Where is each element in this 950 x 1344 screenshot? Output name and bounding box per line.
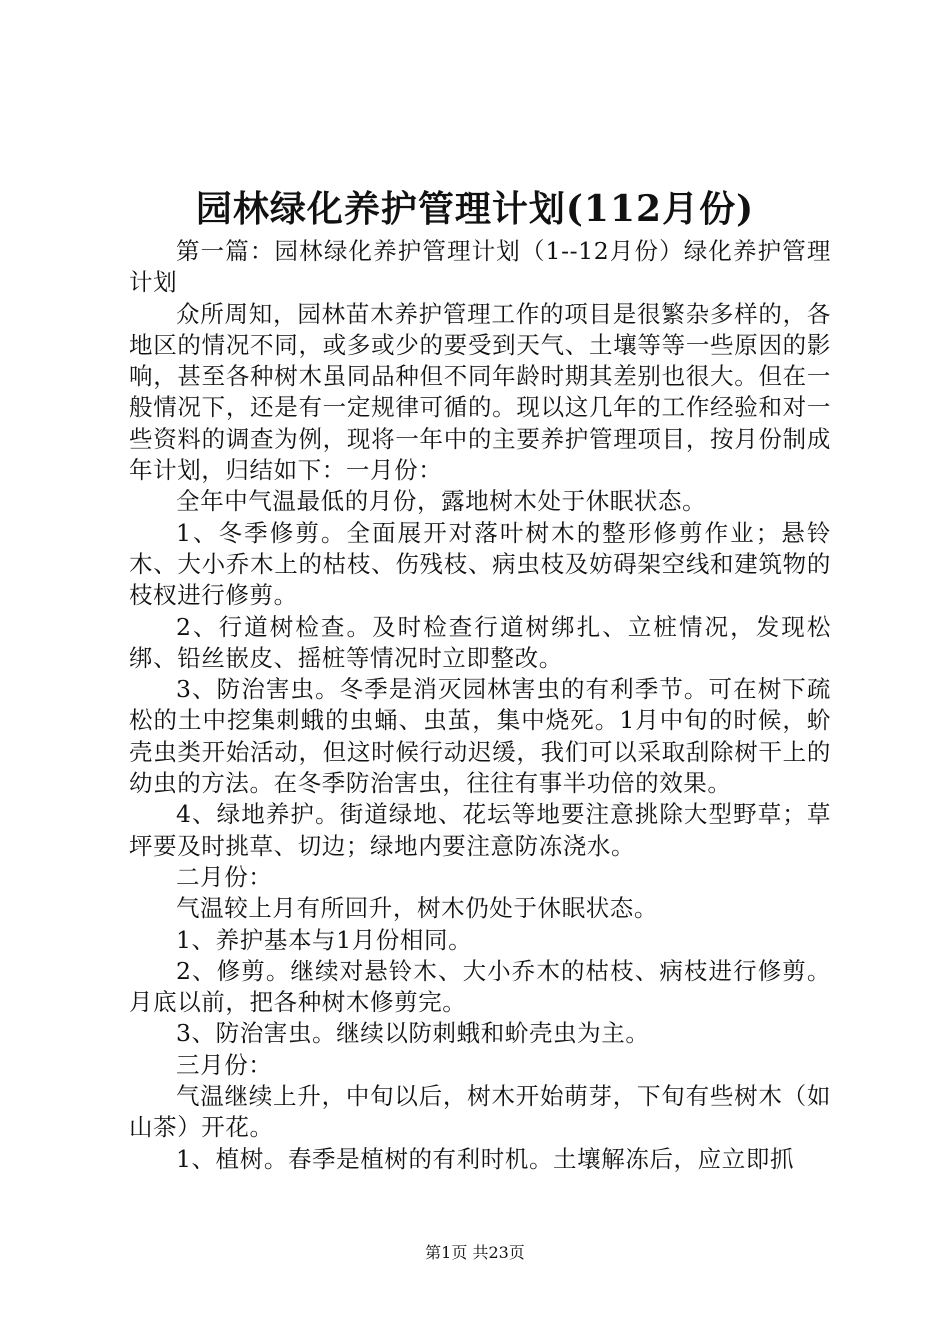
paragraph: 2、行道树检查。及时检查行道树绑扎、立桩情况，发现松绑、铅丝嵌皮、摇桩等情况时立即整改。 bbox=[129, 612, 831, 672]
paragraph: 3、防治害虫。继续以防刺蛾和蚧壳虫为主。 bbox=[176, 1019, 650, 1048]
paragraph: 气温较上月有所回升，树木仍处于休眠状态。 bbox=[176, 894, 658, 923]
paragraph: 第一篇：园林绿化养护管理计划（1--12月份）绿化养护管理计划 bbox=[129, 237, 831, 297]
paragraph: 1、冬季修剪。全面展开对落叶树木的整形修剪作业；悬铃木、大小乔木上的枯枝、伤残枝、病虫枝及妨碍架空线和建筑物的枝杈进行修剪。 bbox=[129, 518, 831, 610]
paragraph: 气温继续上升，中旬以后，树木开始萌芽，下旬有些树木（如山茶）开花。 bbox=[129, 1082, 831, 1142]
paragraph: 4、绿地养护。街道绿地、花坛等地要注意挑除大型野草；草坪要及时挑草、切边；绿地内要注意防冻浇水。 bbox=[129, 800, 831, 860]
paragraph: 3、防治害虫。冬季是消灭园林害虫的有利季节。可在树下疏松的土中挖集刺蛾的虫蛹、虫茧，集中烧死。1月中旬的时候，蚧壳虫类开始活动，但这时候行动迟缓，我们可以采取刮除树干上的幼虫的方法。在冬季防治害虫，往往有事半功倍的效果。 bbox=[129, 675, 831, 798]
paragraph: 1、植树。春季是植树的有利时机。土壤解冻后，应立即抓 bbox=[176, 1144, 795, 1173]
paragraph: 全年中气温最低的月份，露地树木处于休眠状态。 bbox=[176, 487, 707, 516]
document-body bbox=[129, 236, 831, 1175]
paragraph: 1、养护基本与1月份相同。 bbox=[176, 925, 473, 954]
page-number: 第1页 共23页 bbox=[425, 1243, 525, 1262]
document-title: 园林绿化养护管理计划(112月份) bbox=[195, 188, 755, 230]
paragraph: 二月份： bbox=[176, 862, 273, 891]
paragraph: 2、修剪。继续对悬铃木、大小乔木的枯枝、病枝进行修剪。月底以前，把各种树木修剪完。 bbox=[129, 956, 831, 1017]
paragraph: 众所周知，园林苗木养护管理工作的项目是很繁杂多样的，各地区的情况不同，或多或少的要受到天气、土壤等等一些原因的影响，甚至各种树木虽同品种但不同年龄时期其差别也很大。但在一般情况下，还是有一定规律可循的。现以这几年的工作经验和对一些资料的调查为例，现将一年中的主要养护管理项目，按月份制成年计划，归结如下：一月份： bbox=[129, 299, 831, 485]
paragraph: 三月份： bbox=[176, 1050, 273, 1079]
